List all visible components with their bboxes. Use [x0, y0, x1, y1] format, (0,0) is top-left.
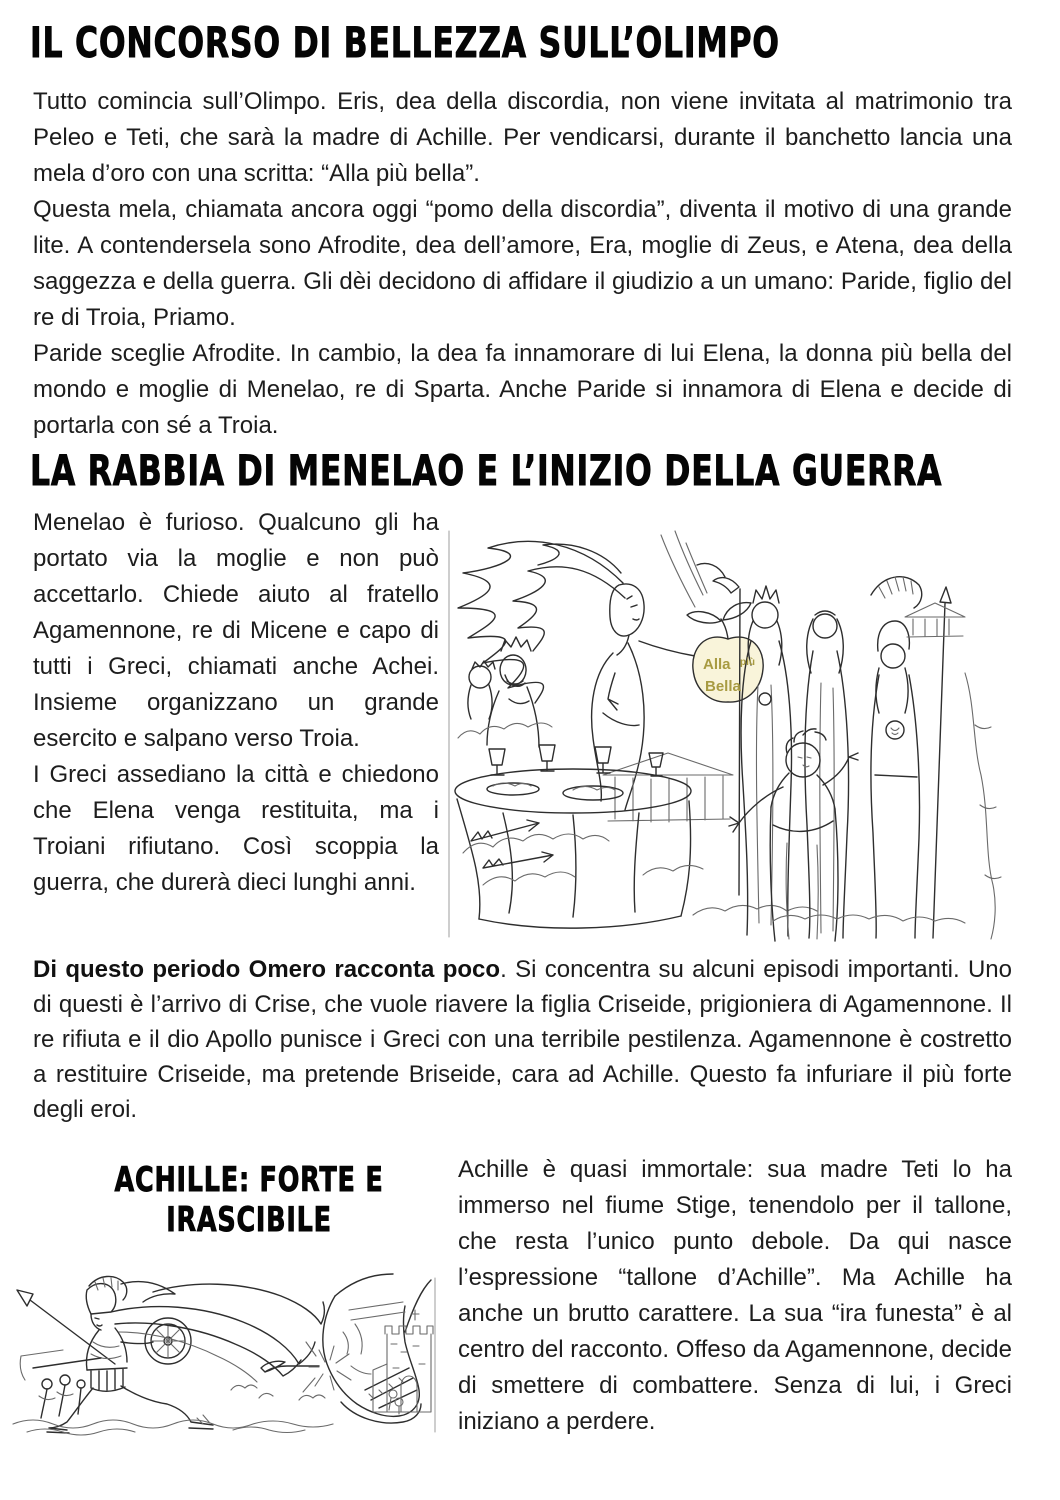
paragraph: Menelao è furioso. Qualcuno gli ha portato via la moglie e non può accettarlo. Chiede aiuto al fratello Agamennone, re di Micene e capo di tutti i Greci, chiamati anche Achei. Insieme organizzano un grande esercito e salpano verso Troia.	[33, 509, 439, 752]
paragraph	[33, 952, 1012, 1127]
paragraph: Tutto comincia sull’Olimpo. Eris, dea della discordia, non viene invitata al matrimonio tra Peleo e Teti, che sarà la madre di Achille. Per vendicarsi, durante il banchetto lancia una mela d’oro con una scritta: “Alla più bella”.	[33, 88, 1012, 187]
section2-left-column	[33, 505, 439, 901]
paragraph: I Greci assediano la città e chiedono che Elena venga restituita, ma i Troiani rifiutano. Così scoppia la guerra, che durerà dieci lunghi anni.	[33, 761, 439, 896]
section2-title	[30, 448, 1060, 494]
section3-title-line2: IRASCIBILE	[166, 1200, 332, 1240]
achilles-illustration	[3, 1272, 438, 1440]
section3-title-line1: ACHILLE: FORTE E	[114, 1160, 384, 1200]
apple-label-word1: Alla	[703, 656, 731, 673]
section1-title	[30, 20, 1030, 66]
section1-title-text: IL CONCORSO DI BELLEZZA SULL’OLIMPO	[30, 18, 780, 67]
section1-body	[33, 84, 1012, 444]
paragraph: Achille è quasi immortale: sua madre Teti lo ha immerso nel fiume Stige, tenendolo per il tallone, che resta l’unico punto debole. Da qui nasce l’espressione “tallone d’Achille”. Ma Achille ha anche un brutto carattere. La sua “ira funesta” è al centro del racconto. Offeso da Agamennone, decide di smettere di combattere. Senza di lui, i Greci iniziano a perdere.	[458, 1156, 1012, 1435]
closing-rest: . Si concentra su alcuni episodi importanti. Uno di questi è l’arrivo di Crise, che vuole riavere la figlia Criseide, prigioniera di Agamennone. Il re rifiuta e il dio Apollo punisce i Greci con una terribile pestilenza. Agamennone è costretto a restituire Criseide, ma pretende Briseide, cara ad Achille. Questo fa infuriare il più forte degli eroi.	[33, 956, 1013, 1123]
section3-title	[63, 1160, 435, 1240]
apple-label-word2: più	[740, 657, 755, 668]
banquet-illustration	[443, 523, 1033, 943]
section2-closing	[33, 952, 1012, 1127]
section2-title-text: LA RABBIA DI MENELAO E L’INIZIO DELLA GUERRA	[30, 446, 943, 495]
apple-label-word3: Bella	[705, 678, 741, 695]
paragraph: Questa mela, chiamata ancora oggi “pomo della discordia”, diventa il motivo di una grande lite. A contendersela sono Afrodite, dea dell’amore, Era, moglie di Zeus, e Atena, dea della saggezza e della guerra. Gli dèi decidono di affidare il giudizio a un umano: Paride, figlio del re di Troia, Priamo.	[33, 196, 1012, 331]
paragraph: Paride sceglie Afrodite. In cambio, la dea fa innamorare di lui Elena, la donna più bella del mondo e moglie di Menelao, re di Sparta. Anche Paride si innamora di Elena e decide di portarla con sé a Troia.	[33, 340, 1012, 439]
closing-bold-lead: Di questo periodo Omero racconta poco	[33, 956, 501, 983]
section3-body	[458, 1152, 1012, 1440]
